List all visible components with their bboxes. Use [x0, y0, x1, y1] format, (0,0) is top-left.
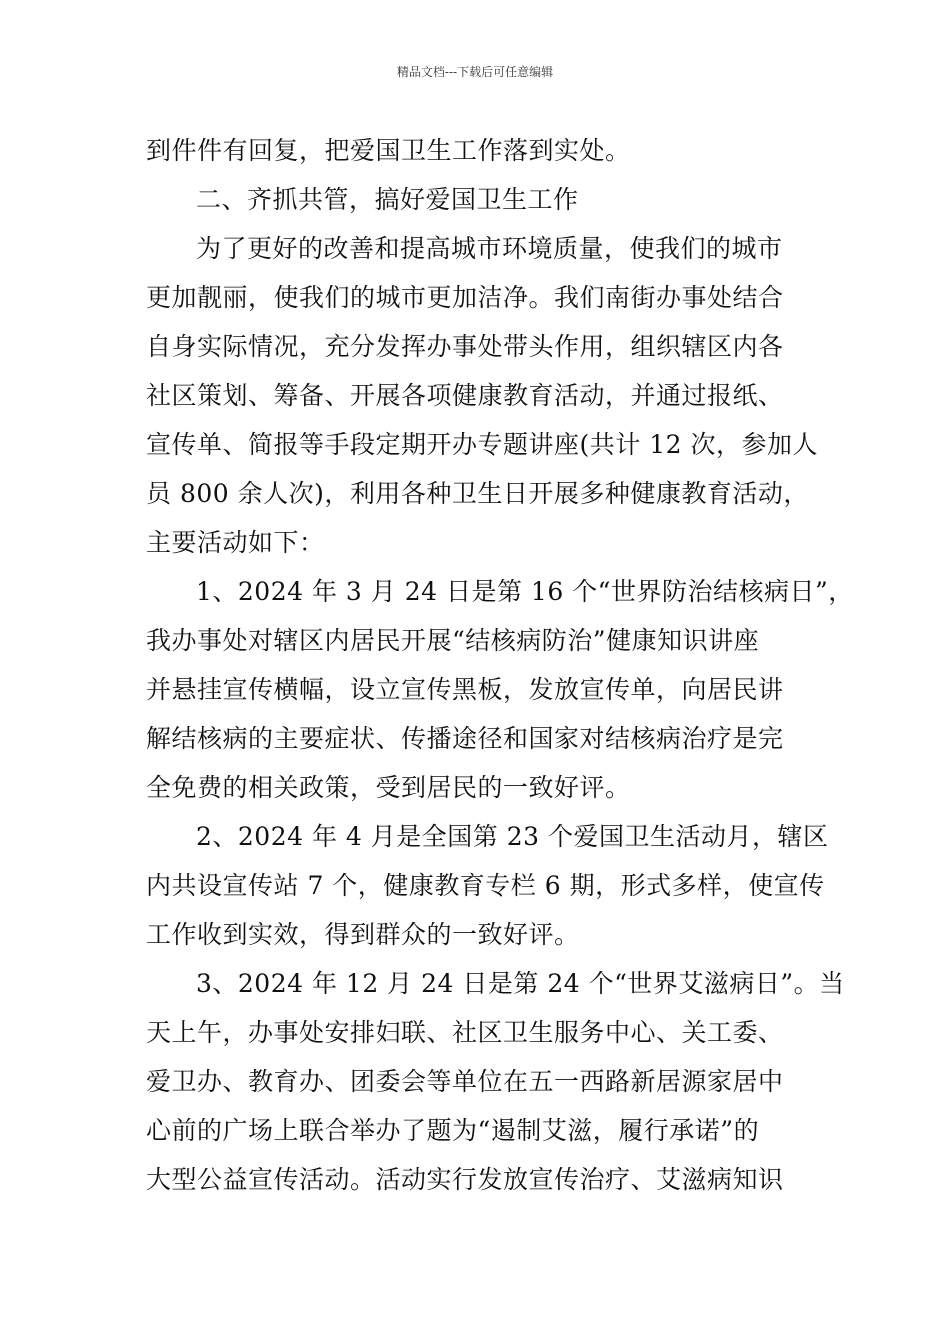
text-line: 更加靓丽，使我们的城市更加洁净。我们南街办事处结合: [146, 283, 784, 312]
text-line: 工作收到实效，得到群众的一致好评。: [146, 920, 580, 949]
text-line: 社区策划、筹备、开展各项健康教育活动，并通过报纸、: [146, 381, 784, 410]
text-line: 我办事处对辖区内居民开展“结核病防治”健康知识讲座: [146, 626, 760, 655]
text-line: 并悬挂宣传横幅，设立宣传黑板，发放宣传单，向居民讲: [146, 675, 784, 704]
text-line: 员 800 余人次)，利用各种卫生日开展多种健康教育活动，: [146, 479, 809, 508]
text-line: 全免费的相关政策，受到居民的一致好评。: [146, 773, 631, 802]
text-line: 主要活动如下：: [146, 528, 325, 557]
text-line: 心前的广场上联合举办了题为“遏制艾滋，履行承诺”的: [146, 1116, 760, 1145]
list-item-start: 3、2024 年 12 月 24 日是第 24 个“世界艾滋病日”。当: [196, 969, 845, 998]
text-line: 内共设宣传站 7 个，健康教育专栏 6 期，形式多样，使宣传: [146, 871, 825, 900]
section-heading: 二、齐抓共管，搞好爱国卫生工作: [196, 185, 579, 214]
text-line: 自身实际情况，充分发挥办事处带头作用，组织辖区内各: [146, 332, 784, 361]
list-item-start: 1、2024 年 3 月 24 日是第 16 个“世界防治结核病日”，: [196, 577, 854, 606]
text-line: 大型公益宣传活动。活动实行发放宣传治疗、艾滋病知识: [146, 1165, 784, 1194]
list-item-start: 2、2024 年 4 月是全国第 23 个爱国卫生活动月，辖区: [196, 822, 829, 851]
text-line: 解结核病的主要症状、传播途径和国家对结核病治疗是完: [146, 724, 784, 753]
text-line: 爱卫办、教育办、团委会等单位在五一西路新居源家居中: [146, 1067, 784, 1096]
text-line: 到件件有回复，把爱国卫生工作落到实处。: [146, 136, 631, 165]
document-body: [146, 126, 854, 1204]
text-line: 宣传单、简报等手段定期开办专题讲座(共计 12 次，参加人: [146, 430, 818, 459]
page-header: 精品文档---下载后可任意编辑: [396, 65, 554, 79]
text-line: 为了更好的改善和提高城市环境质量，使我们的城市: [196, 234, 783, 263]
text-line: 天上午，办事处安排妇联、社区卫生服务中心、关工委、: [146, 1018, 784, 1047]
